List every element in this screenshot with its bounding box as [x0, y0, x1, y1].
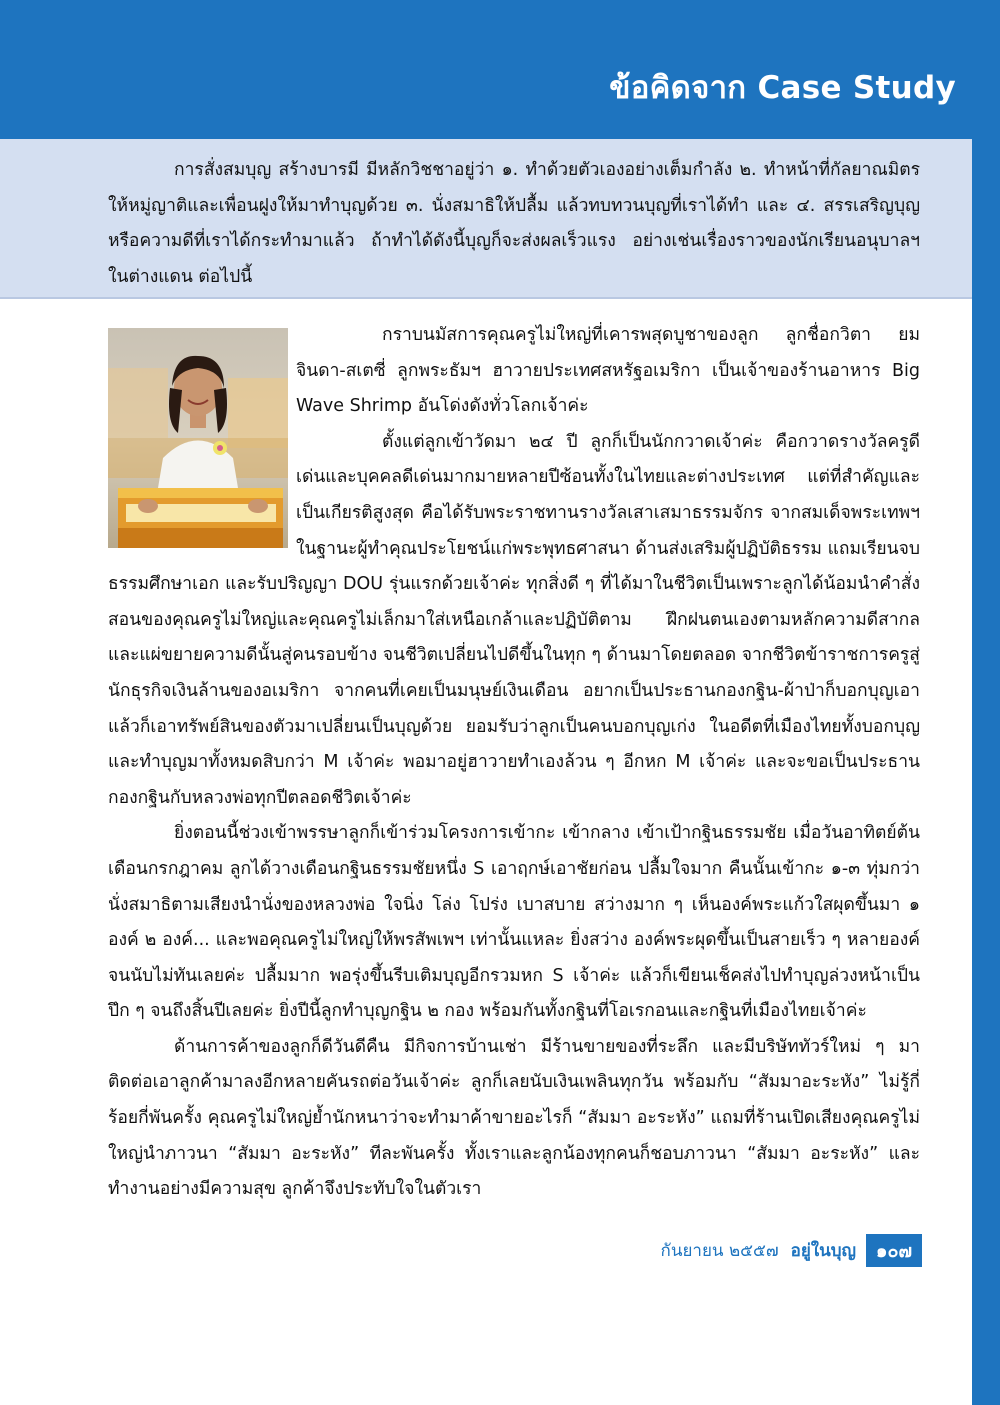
- body-text: [108, 318, 920, 1208]
- footer-date: กันยายน ๒๕๕๗: [660, 1241, 779, 1261]
- footer-magazine-name: อยู่ในบุญ: [790, 1241, 857, 1261]
- body-paragraph: ด้านการค้าของลูกก็ดีวันดีคืน มีกิจการบ้านเช่า มีร้านขายของที่ระลึก และมีบริษัททัวร์ใหม่ ๆ มาติดต่อเอาลูกค้ามาลงอีกหลายคันรถต่อวันเจ้าค่ะ ลูกก็เลยนับเงินเพลินทุกวัน พร้อมกับ “สัมมาอะระหัง” ไม่รู้กี่ร้อยกี่พันครั้ง คุณครูไม่ใหญ่ย้ำนักหนาว่าจะทำมาค้าขายอะไรก็ “สัมมา อะระหัง” แถมที่ร้านเปิดเสียงคุณครูไม่ใหญ่นำภาวนา “สัมมา อะระหัง” ทีละพันครั้ง ทั้งเราและลูกน้องทุกคนก็ชอบภาวนา “สัมมา อะระหัง” และทำงานอย่างมีความสุข ลูกค้าจึงประทับใจในตัวเรา: [108, 1036, 920, 1200]
- intro-box: [0, 139, 972, 299]
- page: [0, 20, 972, 1405]
- footer: [661, 1234, 922, 1267]
- photo-spacer: [108, 318, 288, 566]
- body-paragraph: ยิ่งตอนนี้ช่วงเข้าพรรษาลูกก็เข้าร่วมโครงการเข้ากะ เข้ากลาง เข้าเป้ากฐินธรรมชัย เมื่อวันอาทิตย์ต้นเดือนกรกฎาคม ลูกได้วางเดือนกฐินธรรมชัยหนึ่ง S เอาฤกษ์เอาชัยก่อน ปลื้มใจมาก คืนนั้นเข้ากะ ๑-๓ ทุ่มกว่า นั่งสมาธิตามเสียงนำนั่งของหลวงพ่อ ใจนิ่ง โล่ง โปร่ง เบาสบาย สว่างมาก ๆ เห็นองค์พระแก้วใสผุดขึ้นมา ๑ องค์ ๒ องค์... และพอคุณครูไม่ใหญ่ให้พรสัพเพฯ เท่านั้นแหละ ยิ่งสว่าง องค์พระผุดขึ้นเป็นสายเร็ว ๆ หลายองค์ จนนับไม่ทันเลยค่ะ ปลื้มมาก พอรุ่งขึ้นรีบเติมบุญอีกรวมหก S เจ้าค่ะ แล้วก็เขียนเช็คส่งไปทำบุญล่วงหน้าเป็นปึก ๆ จนถึงสิ้นปีเลยค่ะ ยิ่งปีนี้ลูกทำบุญกฐิน ๒ กอง พร้อมกันทั้งกฐินที่โอเรกอนและกฐินที่เมืองไทยเจ้าค่ะ: [108, 823, 920, 1022]
- header-band: [0, 20, 972, 139]
- page-title: ข้อคิดจาก Case Study: [609, 70, 956, 106]
- page-number: ๑๐๗: [866, 1234, 922, 1267]
- body-paragraph: ตั้งแต่ลูกเข้าวัดมา ๒๔ ปี ลูกก็เป็นนักกวาดเจ้าค่ะ คือกวาดรางวัลครูดีเด่นและบุคคลดีเด่นมากมายหลายปีซ้อนทั้งในไทยและต่างประเทศ แต่ที่สำคัญและเป็นเกียรติสูงสุด คือได้รับพระราชทานรางวัลเสาเสมาธรรมจักร จากสมเด็จพระเทพฯ ในฐานะผู้ทำคุณประโยชน์แก่พระพุทธศาสนา ด้านส่งเสริมผู้ปฏิบัติธรรม แถมเรียนจบธรรมศึกษาเอก และรับปริญญา DOU รุ่นแรกด้วยเจ้าค่ะ ทุกสิ่งดี ๆ ที่ได้มาในชีวิตเป็นเพราะลูกได้น้อมนำคำสั่งสอนของคุณครูไม่ใหญ่และคุณครูไม่เล็กมาใส่เหนือเกล้าและปฏิบัติตาม ฝึกฝนตนเองตามหลักความดีสากล และแผ่ขยายความดีนั้นสู่คนรอบข้าง จนชีวิตเปลี่ยนไปดีขึ้นในทุก ๆ ด้านมาโดยตลอด จากชีวิตข้าราชการครูสู่นักธุรกิจเงินล้านของอเมริกา จากคนที่เคยเป็นมนุษย์เงินเดือน อยากเป็นประธานกองกฐิน-ผ้าป่าก็บอกบุญเอา แล้วก็เอาทรัพย์สินของตัวมาเปลี่ยนเป็นบุญด้วย ยอมรับว่าลูกเป็นคนบอกบุญเก่ง ในอดีตที่เมืองไทยทั้งบอกบุญและทำบุญมาทั้งหมดสิบกว่า M เจ้าค่ะ พอมาอยู่ฮาวายทำเองล้วน ๆ อีกหก M เจ้าค่ะ และจะขอเป็นประธานกองกฐินกับหลวงพ่อทุกปีตลอดชีวิตเจ้าค่ะ: [108, 431, 920, 808]
- intro-paragraph: การสั่งสมบุญ สร้างบารมี มีหลักวิชชาอยู่ว่า ๑. ทำด้วยตัวเองอย่างเต็มกำลัง ๒. ทำหน้าที่กัลยาณมิตรให้หมู่ญาติและเพื่อนฝูงให้มาทำบุญด้วย ๓. นั่งสมาธิให้ปลื้ม แล้วทบทวนบุญที่เราได้ทำ และ ๔. สรรเสริญบุญหรือความดีที่เราได้กระทำมาแล้ว ถ้าทำได้ดังนี้บุญก็จะส่งผลเร็วแรง อย่างเช่นเรื่องราวของนักเรียนอนุบาลฯ ในต่างแดน ต่อไปนี้: [108, 160, 920, 287]
- body-paragraph: กราบนมัสการคุณครูไม่ใหญ่ที่เคารพสุดบูชาของลูก ลูกชื่อกวิตา ยมจินดา-สเตซี่ ลูกพระธัมฯ ฮาวายประเทศสหรัฐอเมริกา เป็นเจ้าของร้านอาหาร Big Wave Shrimp อันโด่งดังทั่วโลกเจ้าค่ะ: [296, 325, 920, 417]
